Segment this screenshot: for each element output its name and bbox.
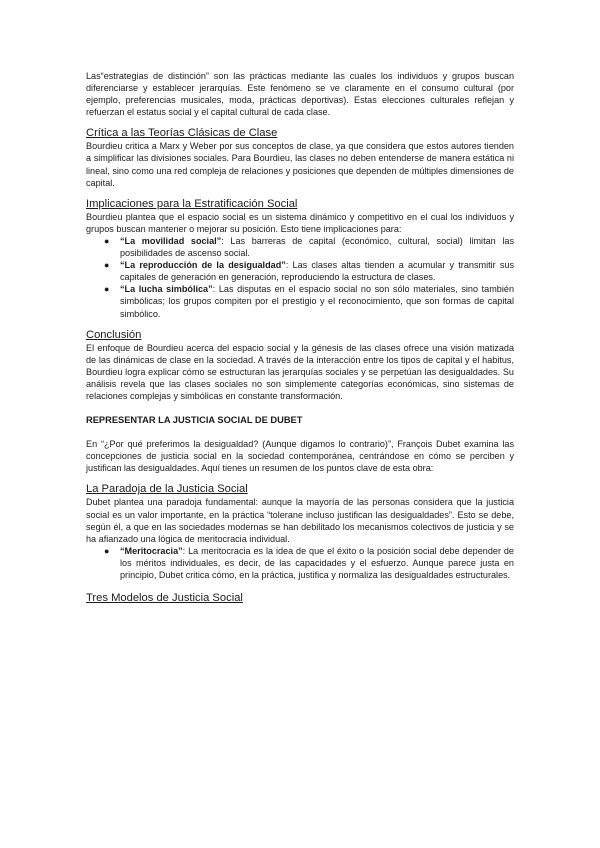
implicaciones-list (86, 235, 514, 320)
document-page (86, 70, 514, 605)
list-item (86, 283, 514, 319)
paradoja-paragraph: Dubet plantea una paradoja fundamental: aunque la mayoría de las personas considera que la justicia social es un valor importante, en la práctica “tolerane incluso justifican las desigualdades”. Esto se debe, según él, a que en las sociedades modernas se han debilitado los mecanismos colectivos de justicia y se ha afianzado una lógica de meritocracia individual. (86, 497, 514, 544)
conclusion-paragraph: El enfoque de Bourdieu acerca del espacio social y la génesis de las clases ofrece una visión matizada de las dinámicas de clase en la sociedad. A través de la interacción entre los tipos de capital y el habitus, Bourdieu logra explicar cómo se estructuran las jerarquías sociales y se perpetúan las desigualdades. Su análisis revela que las clases sociales no son simplemente categorías económicas, sino sistemas de relaciones complejas y simbólicas en constante transformación. (86, 342, 514, 401)
list-item-term: “La movilidad social” (120, 235, 222, 246)
paradoja-list (86, 545, 514, 581)
implicaciones-paragraph: Bourdieu plantea que el espacio social es un sistema dinámico y competitivo en el cual los individuos y grupos buscan mantener o mejorar su posición. Esto tiene implicaciones para: (86, 211, 514, 234)
list-item-term: “La lucha simbólica” (120, 284, 213, 295)
list-item (86, 545, 514, 581)
list-item (86, 235, 514, 259)
heading-implicaciones: Implicaciones para la Estratificación Social (86, 197, 298, 210)
heading-modelos: Tres Modelos de Justicia Social (86, 592, 243, 605)
list-item-term: “La reproducción de la desigualdad” (120, 260, 286, 271)
list-item-term: “Meritocracia” (120, 545, 183, 556)
dubet-intro-paragraph: En “¿Por qué preferimos la desigualdad? (Aunque digamos lo contrario)”, François Dubet examina las concepciones de justicia social en la sociedad contemporánea, centrándose en cómo se perciben y justifican las desigualdades. Aquí tienes un resumen de los puntos clave de esta obra: (86, 439, 514, 474)
bullet-icon: ● (104, 545, 110, 556)
list-item-text: : La meritocracia es la idea de que el éxito o la posición social debe depender de los méritos individuales, es decir, de las capacidades y el esfuerzo. Aunque parece justa en principio, Dubet critica cómo, en la práctica, justifica y normaliza las desigualdades estructurales. (120, 545, 514, 580)
critica-paragraph: Bourdieu critica a Marx y Weber por sus conceptos de clase, ya que considera que estos autores tienden a simplificar las divisiones sociales. Para Bourdieu, las clases no deben entenderse de manera estática ni lineal, sino como una red compleja de relaciones y posiciones que dependen de múltiples dimensiones de capital. (86, 141, 514, 188)
heading-conclusion: Conclusión (86, 328, 142, 341)
bullet-icon: ● (104, 235, 110, 246)
heading-critica: Crítica a las Teorías Clásicas de Clase (86, 127, 278, 140)
bullet-icon: ● (104, 284, 110, 295)
intro-paragraph: Las“estrategias de distinción” son las prácticas mediante las cuales los individuos y grupos buscan diferenciarse y establecer jerarquías. Este fenómeno se ve claramente en el consumo cultural (por ejemplo, preferencias musicales, moda, prácticas deportivas). Estas elecciones culturales reflejan y refuerzan el estatus social y el capital cultural de cada clase. (86, 71, 514, 118)
list-item (86, 259, 514, 283)
list-item-text: : Las disputas en el espacio social no son sólo materiales, sino también simbólicas; los grupos compiten por el prestigio y el reconocimiento, que son formas de capital simbólico. (120, 284, 514, 319)
bullet-icon: ● (104, 260, 110, 271)
list-item-text: : Las clases altas tienden a acumular y transmitir sus capitales de generación en generación, reproduciendo la estructura de clases. (120, 260, 514, 283)
section-title-dubet: REPRESENTAR LA JUSTICIA SOCIAL DE DUBET (86, 415, 303, 426)
heading-paradoja: La Paradoja de la Justicia Social (86, 483, 248, 496)
list-item-text: : Las barreras de capital (económico, cultural, social) limitan las posibilidades de ascenso social. (120, 235, 514, 259)
